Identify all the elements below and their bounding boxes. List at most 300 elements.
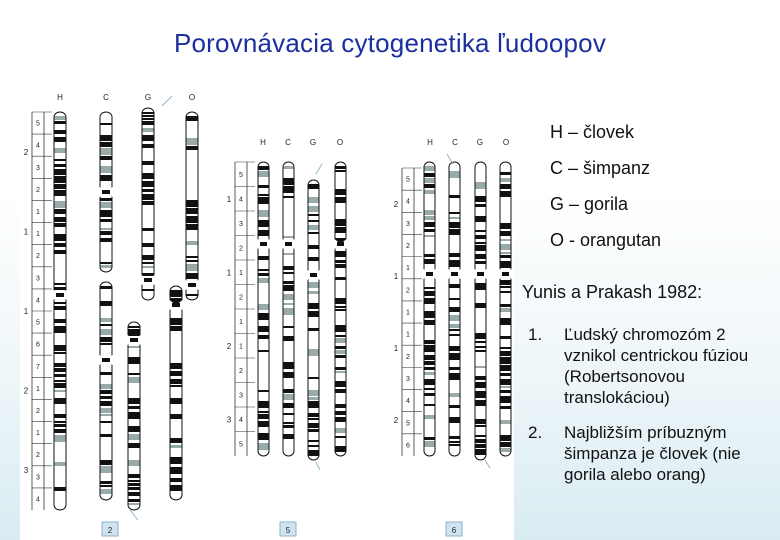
chromosome-band (336, 227, 346, 233)
chromosome-band (284, 422, 294, 424)
chromosome-band (501, 184, 511, 189)
chromosome-band (101, 324, 112, 326)
chromosome-band (129, 426, 140, 432)
chromosome-band (450, 441, 460, 443)
band-number-label: 2 (36, 452, 40, 460)
species-column-label: H (57, 93, 63, 102)
chromosome-band (284, 285, 294, 291)
chromosome-band (143, 112, 154, 114)
chromosome-band (143, 194, 154, 200)
chromosome-band (476, 341, 486, 343)
region-number-label: 2 (23, 147, 29, 157)
chromosome-band (336, 404, 346, 408)
chromosome-band (259, 433, 269, 440)
chromosome-band (450, 436, 460, 439)
species-column-label: C (452, 138, 458, 147)
chromosome-band (476, 346, 486, 348)
chromosome-band (101, 148, 112, 155)
chromosome-band (143, 201, 154, 205)
chromosome-band (309, 311, 319, 317)
chromosome-band (309, 245, 319, 249)
band-number-label: 2 (36, 186, 40, 194)
centromere-band (172, 303, 180, 307)
finding-item (528, 324, 773, 408)
band-number-label: 5 (406, 176, 410, 184)
chromosome-band (259, 421, 269, 427)
chromosome-band (501, 365, 511, 371)
pointer-arrow (130, 510, 138, 520)
band-number-label: 1 (36, 385, 40, 393)
chromosome-band (425, 291, 435, 296)
species-column-label: O (188, 93, 196, 102)
centromere-band (451, 272, 458, 276)
chromosome-band (284, 303, 294, 305)
chromosome-band (501, 448, 511, 452)
chromosome-band (309, 291, 319, 294)
centromere-band (310, 273, 317, 277)
chromosome-band (425, 361, 435, 365)
chromosome-band (476, 444, 486, 448)
chromosome-band (101, 238, 112, 242)
chromosome-band (259, 230, 269, 236)
chromosome-band (336, 446, 346, 452)
chromosome-band (476, 439, 486, 443)
chromosome-band (309, 206, 319, 212)
chromosome-band (55, 462, 66, 466)
chromosome-band (284, 434, 294, 439)
chromosome-band (336, 170, 346, 172)
chromosome-band (501, 357, 511, 364)
chromosome-band (101, 343, 112, 345)
chromosome-band (129, 373, 140, 375)
chromosome-band (259, 166, 269, 170)
pointer-arrow (316, 164, 322, 174)
centromere-band (285, 242, 292, 246)
chromosome-band (450, 367, 460, 370)
chromosome-band (450, 444, 460, 446)
region-number-label: 2 (23, 386, 29, 396)
chromosome-band (129, 487, 140, 490)
chromosome-band (309, 445, 319, 447)
centromere-band (144, 278, 152, 282)
chromosome-band (309, 429, 319, 432)
chromosome-band (101, 390, 112, 394)
chromosome-band (259, 171, 269, 177)
chromosome-band (309, 440, 319, 442)
chromosome-band (55, 217, 66, 222)
chromosome-band (259, 256, 269, 260)
chromosome-band (501, 304, 511, 307)
region-number-label: 1 (393, 272, 399, 281)
chromosome-band (259, 220, 269, 227)
chromosome-band (336, 338, 346, 343)
finding-text: Najbližším príbuzným šimpanza je človek (nie gorila alebo orang) (564, 423, 741, 484)
chromosome-band (284, 196, 294, 198)
chromosome-band (309, 413, 319, 417)
chromosome-band (284, 326, 294, 328)
chromosome-band (476, 382, 486, 388)
chromosome-band (309, 401, 319, 408)
band-number-label: 2 (36, 253, 40, 261)
chromosome-band (55, 380, 66, 382)
band-number-label: 2 (239, 294, 243, 302)
pointer-arrow (162, 96, 172, 106)
chromosome-band (309, 377, 319, 379)
chromosome-band (55, 190, 66, 196)
chromosome-band (336, 381, 346, 387)
chromosome-band (143, 121, 154, 125)
chromosome-band (101, 329, 112, 335)
chromosome-band (101, 337, 112, 342)
chromosome-band (425, 229, 435, 232)
chromosome-band (101, 408, 112, 413)
chromosome-band (501, 379, 511, 385)
chromosome-band (259, 269, 269, 271)
chromosome-band (425, 287, 435, 289)
chromosome-band (101, 175, 112, 181)
chromosome-band (476, 303, 486, 308)
chromosome-band (336, 346, 346, 349)
chromosome-band (55, 435, 66, 442)
chromosome-band (450, 346, 460, 351)
chromosome-band (55, 352, 66, 354)
panel-label: 5 (285, 526, 291, 535)
chromosome-band (336, 436, 346, 438)
chromosome-band (501, 442, 511, 447)
chromosome-band (450, 284, 460, 288)
band-number-label: 3 (36, 474, 40, 482)
chromosome-band (501, 280, 511, 285)
chromosome-band (309, 397, 319, 400)
chromosome-comparison-figure (20, 90, 514, 540)
chromosome-band (55, 223, 66, 227)
chromosome-band (55, 121, 66, 124)
band-number-label: 3 (36, 164, 40, 172)
chromosome-band (284, 294, 294, 300)
chromosome-band (129, 474, 140, 478)
chromosome-band (450, 307, 460, 312)
chromosome-band (259, 194, 269, 196)
chromosome-band (501, 435, 511, 441)
chromosome-band (259, 210, 269, 217)
chromosome-band (129, 329, 140, 336)
chromosome-band (187, 138, 198, 145)
chromosome-band (284, 308, 294, 315)
chromosome-band (284, 425, 294, 428)
chromosome-band (259, 414, 269, 419)
chromosome-band (129, 480, 140, 482)
chromosome-band (129, 492, 140, 496)
chromosome-band (450, 260, 460, 267)
chromosome-band (143, 228, 154, 231)
chromosome-band (129, 460, 140, 466)
band-number-label: 1 (239, 318, 243, 326)
chromosome-band (336, 309, 346, 311)
chromosome-band (425, 379, 435, 385)
chromosome-band (187, 224, 198, 230)
band-number-label: 1 (406, 309, 410, 317)
chromosome-band (450, 417, 460, 423)
chromosome-band (55, 243, 66, 247)
chromosome-band (336, 325, 346, 332)
chromosome-band (309, 214, 319, 216)
chromosome-band (55, 116, 66, 120)
chromosome-band (171, 385, 182, 387)
chromosome-band (425, 415, 435, 419)
chromosome-band (187, 200, 198, 207)
band-number-label: 5 (36, 120, 40, 128)
chromosome-band (101, 262, 112, 264)
band-number-label: 4 (36, 496, 40, 504)
chromosome-band (187, 273, 198, 279)
chromosome-band (55, 319, 66, 323)
chromosome-band (55, 201, 66, 208)
band-number-label: 2 (406, 243, 410, 251)
chromosome-band (259, 326, 269, 332)
chromosome-band (309, 232, 319, 234)
chromosome-band (259, 313, 269, 320)
chromosome-band (143, 243, 154, 247)
chromosome-band (309, 423, 319, 428)
chromosome-band (259, 443, 269, 450)
band-number-label: 2 (239, 245, 243, 253)
chromosome-band (129, 377, 140, 383)
band-number-label: 4 (36, 142, 40, 150)
panel-label: 6 (451, 526, 457, 535)
chromosome-band (129, 398, 140, 404)
chromosome-band (309, 282, 319, 288)
chromosome-band (425, 166, 435, 171)
band-number-label: 1 (406, 331, 410, 339)
chromosome-band (450, 229, 460, 235)
chromosome-band (284, 253, 294, 255)
band-number-label: 4 (239, 196, 243, 204)
chromosome-band (55, 137, 66, 142)
chromosome-band (55, 424, 66, 427)
chromosome-band (425, 210, 435, 215)
finding-text: Ľudský chromozóm 2 vznikol centrickou fúziou (Robertsonovou translokáciou) (564, 325, 749, 407)
chromosome-band (259, 185, 269, 188)
chromosome-band (336, 371, 346, 373)
chromosome-band (143, 189, 154, 192)
chromosome-band (101, 301, 112, 306)
chromosome-band (309, 225, 319, 230)
band-number-label: 4 (406, 198, 410, 206)
band-number-label: 3 (239, 220, 243, 228)
chromosome-band (171, 318, 182, 325)
band-number-label: 6 (36, 341, 40, 349)
chromosome-band (309, 184, 319, 189)
chromosome-band (187, 256, 198, 258)
chromosome-band (55, 184, 66, 189)
chromosome-band (101, 485, 112, 487)
chromosome-band (143, 135, 154, 141)
finding-number: 2. (528, 423, 543, 442)
chromosome-band (476, 333, 486, 339)
band-number-label: 1 (36, 209, 40, 216)
chromosome-band (187, 146, 198, 150)
chromosome-band (187, 216, 198, 223)
chromosome-band (476, 425, 486, 427)
chromosome-band (501, 318, 511, 325)
chromosome-band (450, 298, 460, 300)
species-legend (550, 114, 661, 258)
chromosome-band (425, 367, 435, 370)
chromosome-band (501, 239, 511, 241)
chromosome-band (450, 393, 460, 397)
chromosome-band (450, 212, 460, 214)
chromosome-band (259, 350, 269, 352)
chromosome-band (336, 166, 346, 169)
species-column-label: C (103, 93, 109, 102)
chromosome-band (101, 396, 112, 399)
chromosome-band (336, 335, 346, 337)
chromosome-band (55, 345, 66, 351)
band-number-label: 7 (36, 363, 40, 371)
chromosome-band (171, 363, 182, 369)
chromosome-band (143, 173, 154, 179)
region-number-label: 1 (226, 194, 232, 204)
chromosome-band (425, 393, 435, 396)
centromere-band (337, 242, 344, 246)
species-column-label: H (260, 138, 266, 147)
species-column-label: G (144, 93, 152, 102)
chromosome-band (55, 390, 66, 392)
chromosome-band (101, 421, 112, 423)
chromosome-band (336, 189, 346, 195)
region-number-label: 2 (393, 200, 399, 209)
pointer-arrow (447, 154, 453, 164)
chromosome-band (55, 169, 66, 175)
species-column-label: C (285, 138, 291, 147)
chromosome-band (55, 326, 66, 333)
chromosome-band (501, 286, 511, 288)
chromosome-band (284, 272, 294, 274)
chromosome-band (476, 435, 486, 437)
chromosome-band (55, 159, 66, 161)
chromosome-band (55, 398, 66, 404)
chromosome-band (450, 324, 460, 328)
chromosome-band (309, 390, 319, 396)
chromosome-band (425, 404, 435, 406)
chromosome-band (259, 401, 269, 408)
band-number-label: 5 (36, 319, 40, 327)
chromosome-band (336, 306, 346, 308)
chromosome-band (55, 421, 66, 423)
chromosome-band (171, 457, 182, 464)
chromosome-band (450, 405, 460, 408)
chromosome-band (129, 346, 140, 348)
band-number-label: 5 (239, 441, 243, 449)
chromosome-band (476, 242, 486, 244)
chromosome-band (259, 273, 269, 276)
pointer-arrow (485, 460, 490, 468)
chromosome-band (425, 216, 435, 220)
chromosome-band (336, 389, 346, 393)
chromosome-band (101, 166, 112, 173)
panel-label: 2 (107, 526, 113, 535)
chromosome-band (171, 467, 182, 474)
chromosome-band (476, 376, 486, 380)
chromosome-band (476, 204, 486, 207)
band-number-label: 3 (406, 375, 410, 383)
chromosome-band (501, 255, 511, 258)
chromosome-band (501, 172, 511, 175)
chromosome-band (143, 115, 154, 117)
region-number-label: 1 (23, 307, 29, 316)
chromosome-band (143, 255, 154, 260)
band-number-label: 4 (406, 398, 410, 406)
band-number-label: 4 (36, 297, 40, 305)
chromosome-band (450, 334, 460, 336)
chromosome-band (55, 306, 66, 310)
chromosome-band (450, 353, 460, 360)
chromosome-band (55, 148, 66, 153)
chromosome-band (501, 386, 511, 388)
chromosome-band (143, 273, 154, 276)
chromosome-band (284, 413, 294, 415)
chromosome-band (450, 373, 460, 380)
chromosome-band (284, 166, 294, 169)
chromosome-band (284, 389, 294, 393)
chromosome-band (55, 383, 66, 388)
chromosome-band (425, 298, 435, 304)
legend-item-human: H – človek (550, 122, 635, 142)
chromosome-band (284, 266, 294, 270)
chromosome-band (171, 485, 182, 491)
centromere-band (56, 293, 64, 297)
chromosome-band (501, 396, 511, 403)
chromosome-band (425, 320, 435, 325)
chromosome-band (284, 372, 294, 378)
chromosome-band (187, 294, 198, 296)
chromosome-band (101, 142, 112, 147)
chromosome-band (336, 350, 346, 354)
chromosome-band (129, 443, 140, 448)
chromosome-band (129, 326, 140, 328)
chromosome-band (101, 265, 112, 268)
chromosome-band (129, 406, 140, 409)
chromosome-band (309, 257, 319, 261)
chromosome-band (501, 223, 511, 229)
chromosome-band (309, 303, 319, 309)
centromere-band (502, 272, 509, 276)
chromosome-band (101, 460, 112, 465)
chromosome-band (171, 398, 182, 404)
chromosome-band (55, 209, 66, 214)
chromosome-band (336, 197, 346, 203)
chromosome-band (101, 123, 112, 125)
band-number-label: 3 (239, 392, 243, 400)
chromosome-band (336, 411, 346, 415)
chromosome-band (129, 499, 140, 502)
species-column-label: G (476, 138, 484, 147)
chromosome-band (55, 283, 66, 285)
band-number-label: 4 (239, 416, 243, 424)
findings-list (528, 324, 773, 499)
chromosome-band (476, 182, 486, 189)
chromosome-band (143, 118, 154, 120)
chromosome-band (55, 302, 66, 304)
species-column-label: O (502, 138, 510, 147)
centromere-band (477, 272, 484, 276)
chromosome-band (476, 235, 486, 239)
chromosome-band (55, 487, 66, 491)
centromere-band (188, 283, 196, 287)
chromosome-band (450, 171, 460, 178)
chromosome-band (143, 161, 154, 165)
chromosome-band (284, 186, 294, 193)
